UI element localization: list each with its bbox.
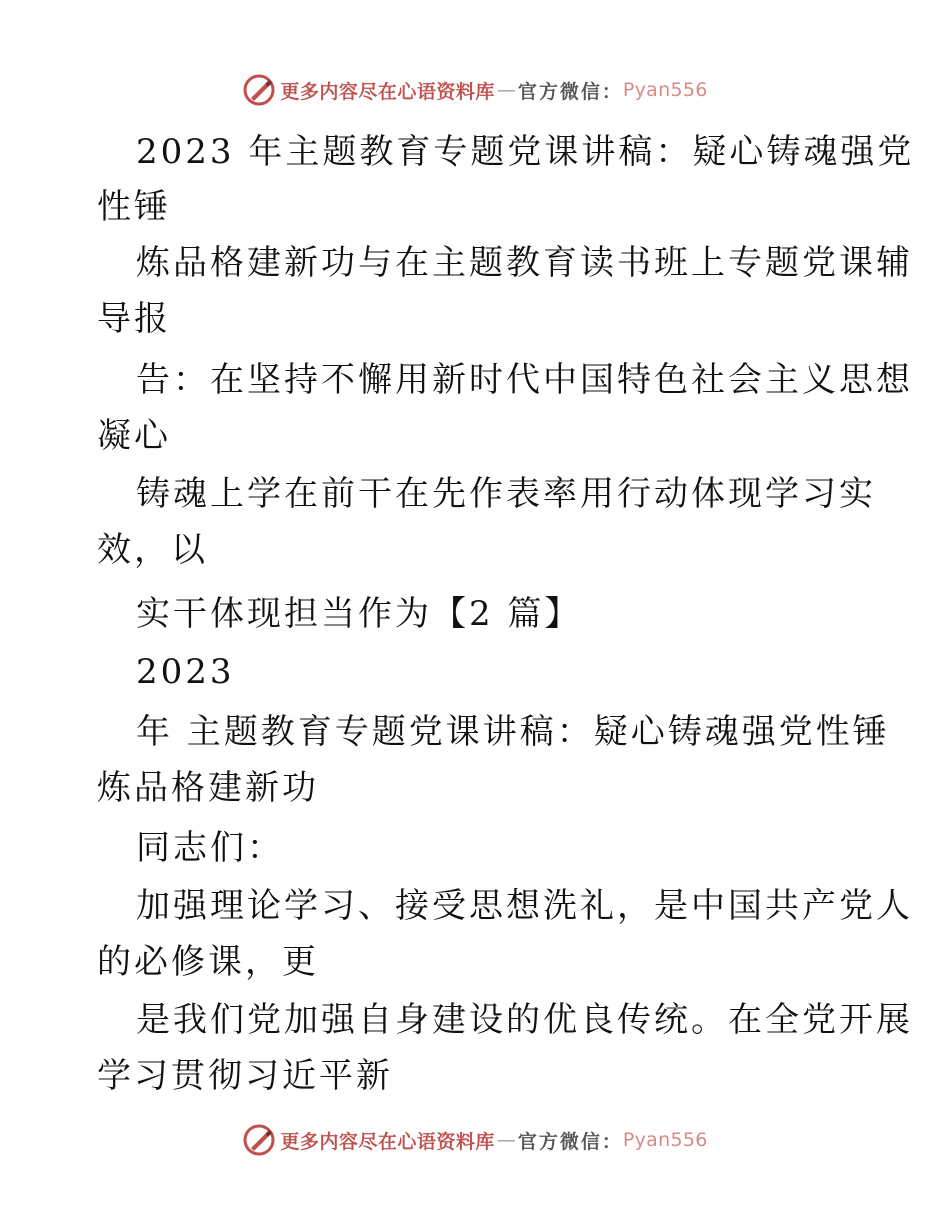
banner-separator: — [496, 79, 516, 101]
text-line: 效，以 [97, 530, 208, 570]
text-line: 加强理论学习、接受思想洗礼，是中国共产党人 [136, 886, 913, 926]
text-line: 炼品格建新功与在主题教育读书班上专题党课辅 [136, 243, 913, 283]
text-line: 2023 [136, 652, 235, 692]
banner-wechat-id: Pyan556 [622, 79, 708, 101]
banner-main-text: 更多内容尽在心语资料库 [280, 1130, 495, 1153]
text-line: 凝心 [97, 416, 171, 456]
pen-logo-icon [242, 1123, 276, 1157]
text-line: 是我们党加强自身建设的优良传统。在全党开展 [136, 1000, 913, 1040]
banner-wechat-label: 官方微信： [517, 1130, 623, 1153]
text-line: 学习贯彻习近平新 [97, 1056, 393, 1096]
banner-main-text: 更多内容尽在心语资料库 [280, 80, 495, 103]
text-line: 的必修课，更 [97, 942, 319, 982]
banner-wechat-label: 官方微信： [517, 80, 623, 103]
text-line: 2023 年主题教育专题党课讲稿：疑心铸魂强党 [136, 132, 915, 172]
text-line: 实干体现担当作为【2 篇】 [136, 594, 582, 634]
text-line: 同志们： [136, 828, 284, 868]
text-line: 年 主题教育专题党课讲稿：疑心铸魂强党性锤 [136, 712, 890, 752]
footer-banner [0, 1120, 950, 1160]
text-line: 性锤 [97, 187, 171, 227]
text-line: 炼品格建新功 [97, 768, 319, 808]
banner-wechat-id: Pyan556 [622, 1129, 708, 1151]
text-line: 铸魂上学在前干在先作表率用行动体现学习实 [136, 474, 876, 514]
text-line: 告：在坚持不懈用新时代中国特色社会主义思想 [136, 360, 913, 400]
text-line: 导报 [97, 299, 171, 339]
banner-separator: — [496, 1129, 516, 1151]
